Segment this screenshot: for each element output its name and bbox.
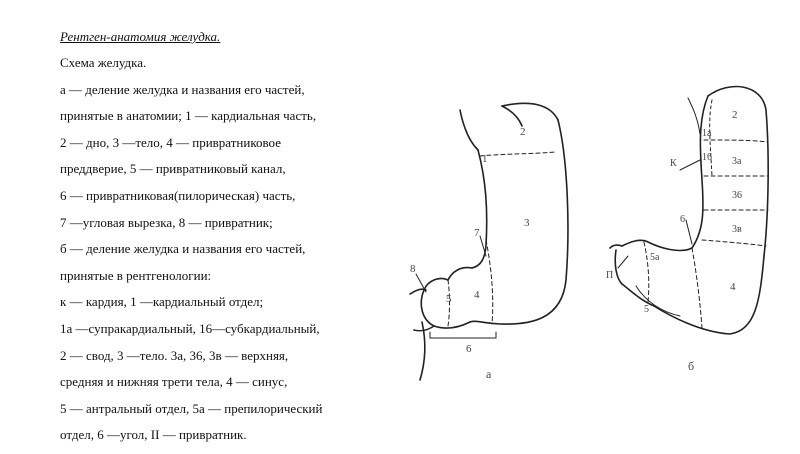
text-line: принятые в рентгенологии: [60, 267, 212, 283]
label-b-1a: 1а [702, 128, 712, 139]
prepyloric-division-b [644, 242, 649, 302]
label-b-4: 4 [730, 281, 736, 293]
text-line: Схема желудка. [60, 55, 147, 70]
text-line: преддверие, 5 — привратниковый канал, [60, 161, 286, 177]
antrum-division-line [486, 240, 493, 324]
stomach-diagram-a [410, 103, 568, 380]
caption-b: б [688, 359, 695, 373]
label-b-k: К [670, 158, 677, 169]
label-b-5a: 5а [650, 252, 660, 263]
text-line: 7 —угловая вырезка, 8 — привратник; [60, 214, 273, 230]
label-a-6: 6 [466, 343, 472, 355]
angle-pointer [686, 220, 692, 244]
document-title: Рентген-анатомия желудка. [60, 29, 221, 44]
text-line: б — деление желудка и названия его частей, [60, 241, 306, 257]
text-line: к — кардия, 1 —кардиальный отдел; [60, 294, 264, 310]
label-a-4: 4 [474, 289, 480, 301]
stomach-diagrams [400, 80, 800, 449]
pylorus-pointer-b [618, 256, 628, 268]
text-line: 1а —супракардиальный, 16—субкардиальный, [60, 320, 320, 336]
pyloric-part-bracket [430, 332, 496, 338]
cardia-division-line [480, 152, 556, 156]
diagram-a-labels [410, 126, 530, 381]
duodenum-upper-b [610, 245, 622, 248]
text-line: а — деление желудка и названия его частей, [60, 81, 305, 97]
label-b-6: 6 [680, 214, 685, 225]
label-a-2: 2 [520, 126, 526, 138]
stomach-diagrams-svg [400, 80, 800, 449]
lesser-curvature-outline-b [622, 96, 708, 250]
esophagus-left-outline [460, 110, 478, 150]
text-line: 2 — свод, 3 —тело. 3а, 36, 3в — верхняя, [60, 347, 289, 363]
greater-curvature-outline [470, 120, 568, 324]
angular-notch-pointer [480, 236, 486, 256]
caption-a: а [486, 367, 492, 381]
label-b-p: П [606, 270, 614, 281]
text-column [60, 24, 390, 449]
text-line: принятые в анатомии; 1 — кардиальная часть, [60, 108, 317, 124]
label-b-3v: 3в [732, 224, 742, 235]
esophagus-right-outline [502, 106, 522, 126]
esophagus-outline-b [688, 98, 700, 134]
text-line: 6 — привратниковая(пилорическая) часть, [60, 187, 296, 203]
label-a-5: 5 [446, 293, 452, 305]
label-a-7: 7 [474, 227, 480, 239]
label-b-5: 5 [644, 304, 649, 315]
text-line: отдел, 6 —угол, II — привратник. [60, 427, 247, 443]
label-b-36: 36 [732, 190, 742, 201]
stomach-diagram-b [610, 87, 768, 334]
label-a-1: 1 [482, 153, 488, 165]
label-b-2: 2 [732, 109, 738, 121]
text-line: средняя и нижняя трети тела, 4 — синус, [60, 374, 288, 390]
text-line: 2 — дно, 3 —тело, 4 — привратниковое [60, 134, 281, 150]
label-a-3: 3 [524, 217, 530, 229]
label-b-3a: 3а [732, 156, 742, 167]
division-line-b-4 [702, 240, 766, 246]
label-a-8: 8 [410, 263, 416, 275]
division-line-b-1 [704, 140, 768, 142]
label-b-16: 16 [702, 152, 712, 163]
antrum-arc-b [636, 286, 680, 316]
sinus-antrum-division-b [692, 248, 702, 328]
cardia-pointer [680, 160, 700, 170]
text-line: 5 — антральный отдел, 5а — препилорический [60, 400, 323, 416]
